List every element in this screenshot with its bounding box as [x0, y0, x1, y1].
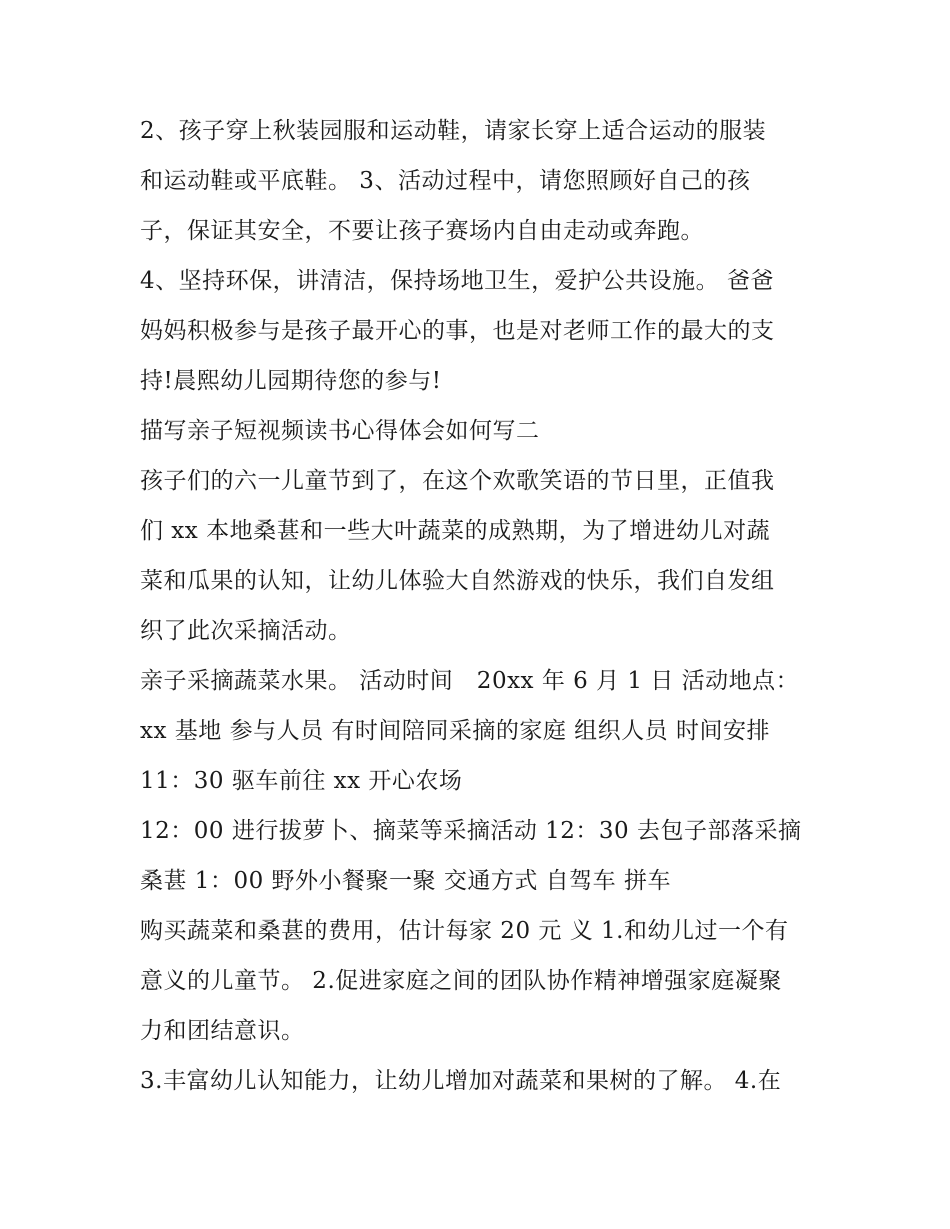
text-line: 们 xx 本地桑葚和一些大叶蔬菜的成熟期，为了增进幼儿对蔬 [140, 518, 771, 544]
text-line: 11：30 驱车前往 xx 开心农场 [140, 768, 463, 794]
text-line: 意义的儿童节。 2.促进家庭之间的团队协作精神增强家庭凝聚 [140, 968, 782, 994]
text-line: 4、坚持环保，讲清洁，保持场地卫生，爱护公共设施。 爸爸 [140, 268, 774, 294]
text-line: 织了此次采摘活动。 [140, 618, 352, 644]
text-line: 购买蔬菜和桑葚的费用，估计每家 20 元 义 1.和幼儿过一个有 [140, 918, 789, 944]
document-body [140, 106, 820, 1106]
section-heading: 描写亲子短视频读书心得体会如何写二 [140, 418, 540, 444]
text-line: 菜和瓜果的认知，让幼儿体验大自然游戏的快乐，我们自发组 [140, 568, 775, 594]
text-line: 3.丰富幼儿认知能力，让幼儿增加对蔬菜和果树的了解。 4.在 [140, 1068, 782, 1094]
text-line: 持!晨熙幼儿园期待您的参与! [140, 368, 442, 394]
text-line: 妈妈积极参与是孩子最开心的事，也是对老师工作的最大的支 [140, 318, 775, 344]
text-line: 子，保证其安全，不要让孩子赛场内自由走动或奔跑。 [140, 218, 704, 244]
text-line: 力和团结意识。 [140, 1018, 305, 1044]
text-line: xx 基地 参与人员 有时间陪同采摘的家庭 组织人员 时间安排 [140, 718, 770, 744]
text-line: 桑葚 1：00 野外小餐聚一聚 交通方式 自驾车 拼车 [140, 868, 671, 894]
text-line: 和运动鞋或平底鞋。 3、活动过程中，请您照顾好自己的孩 [140, 168, 751, 194]
text-line: 亲子采摘蔬菜水果。 活动时间 20xx 年 6 月 1 日 活动地点： [140, 668, 800, 694]
text-line: 12：00 进行拔萝卜、摘菜等采摘活动 12：30 去包子部落采摘 [140, 818, 802, 844]
text-line: 孩子们的六一儿童节到了，在这个欢歌笑语的节日里，正值我 [140, 468, 775, 494]
text-line: 2、孩子穿上秋装园服和运动鞋，请家长穿上适合运动的服装 [140, 118, 767, 144]
